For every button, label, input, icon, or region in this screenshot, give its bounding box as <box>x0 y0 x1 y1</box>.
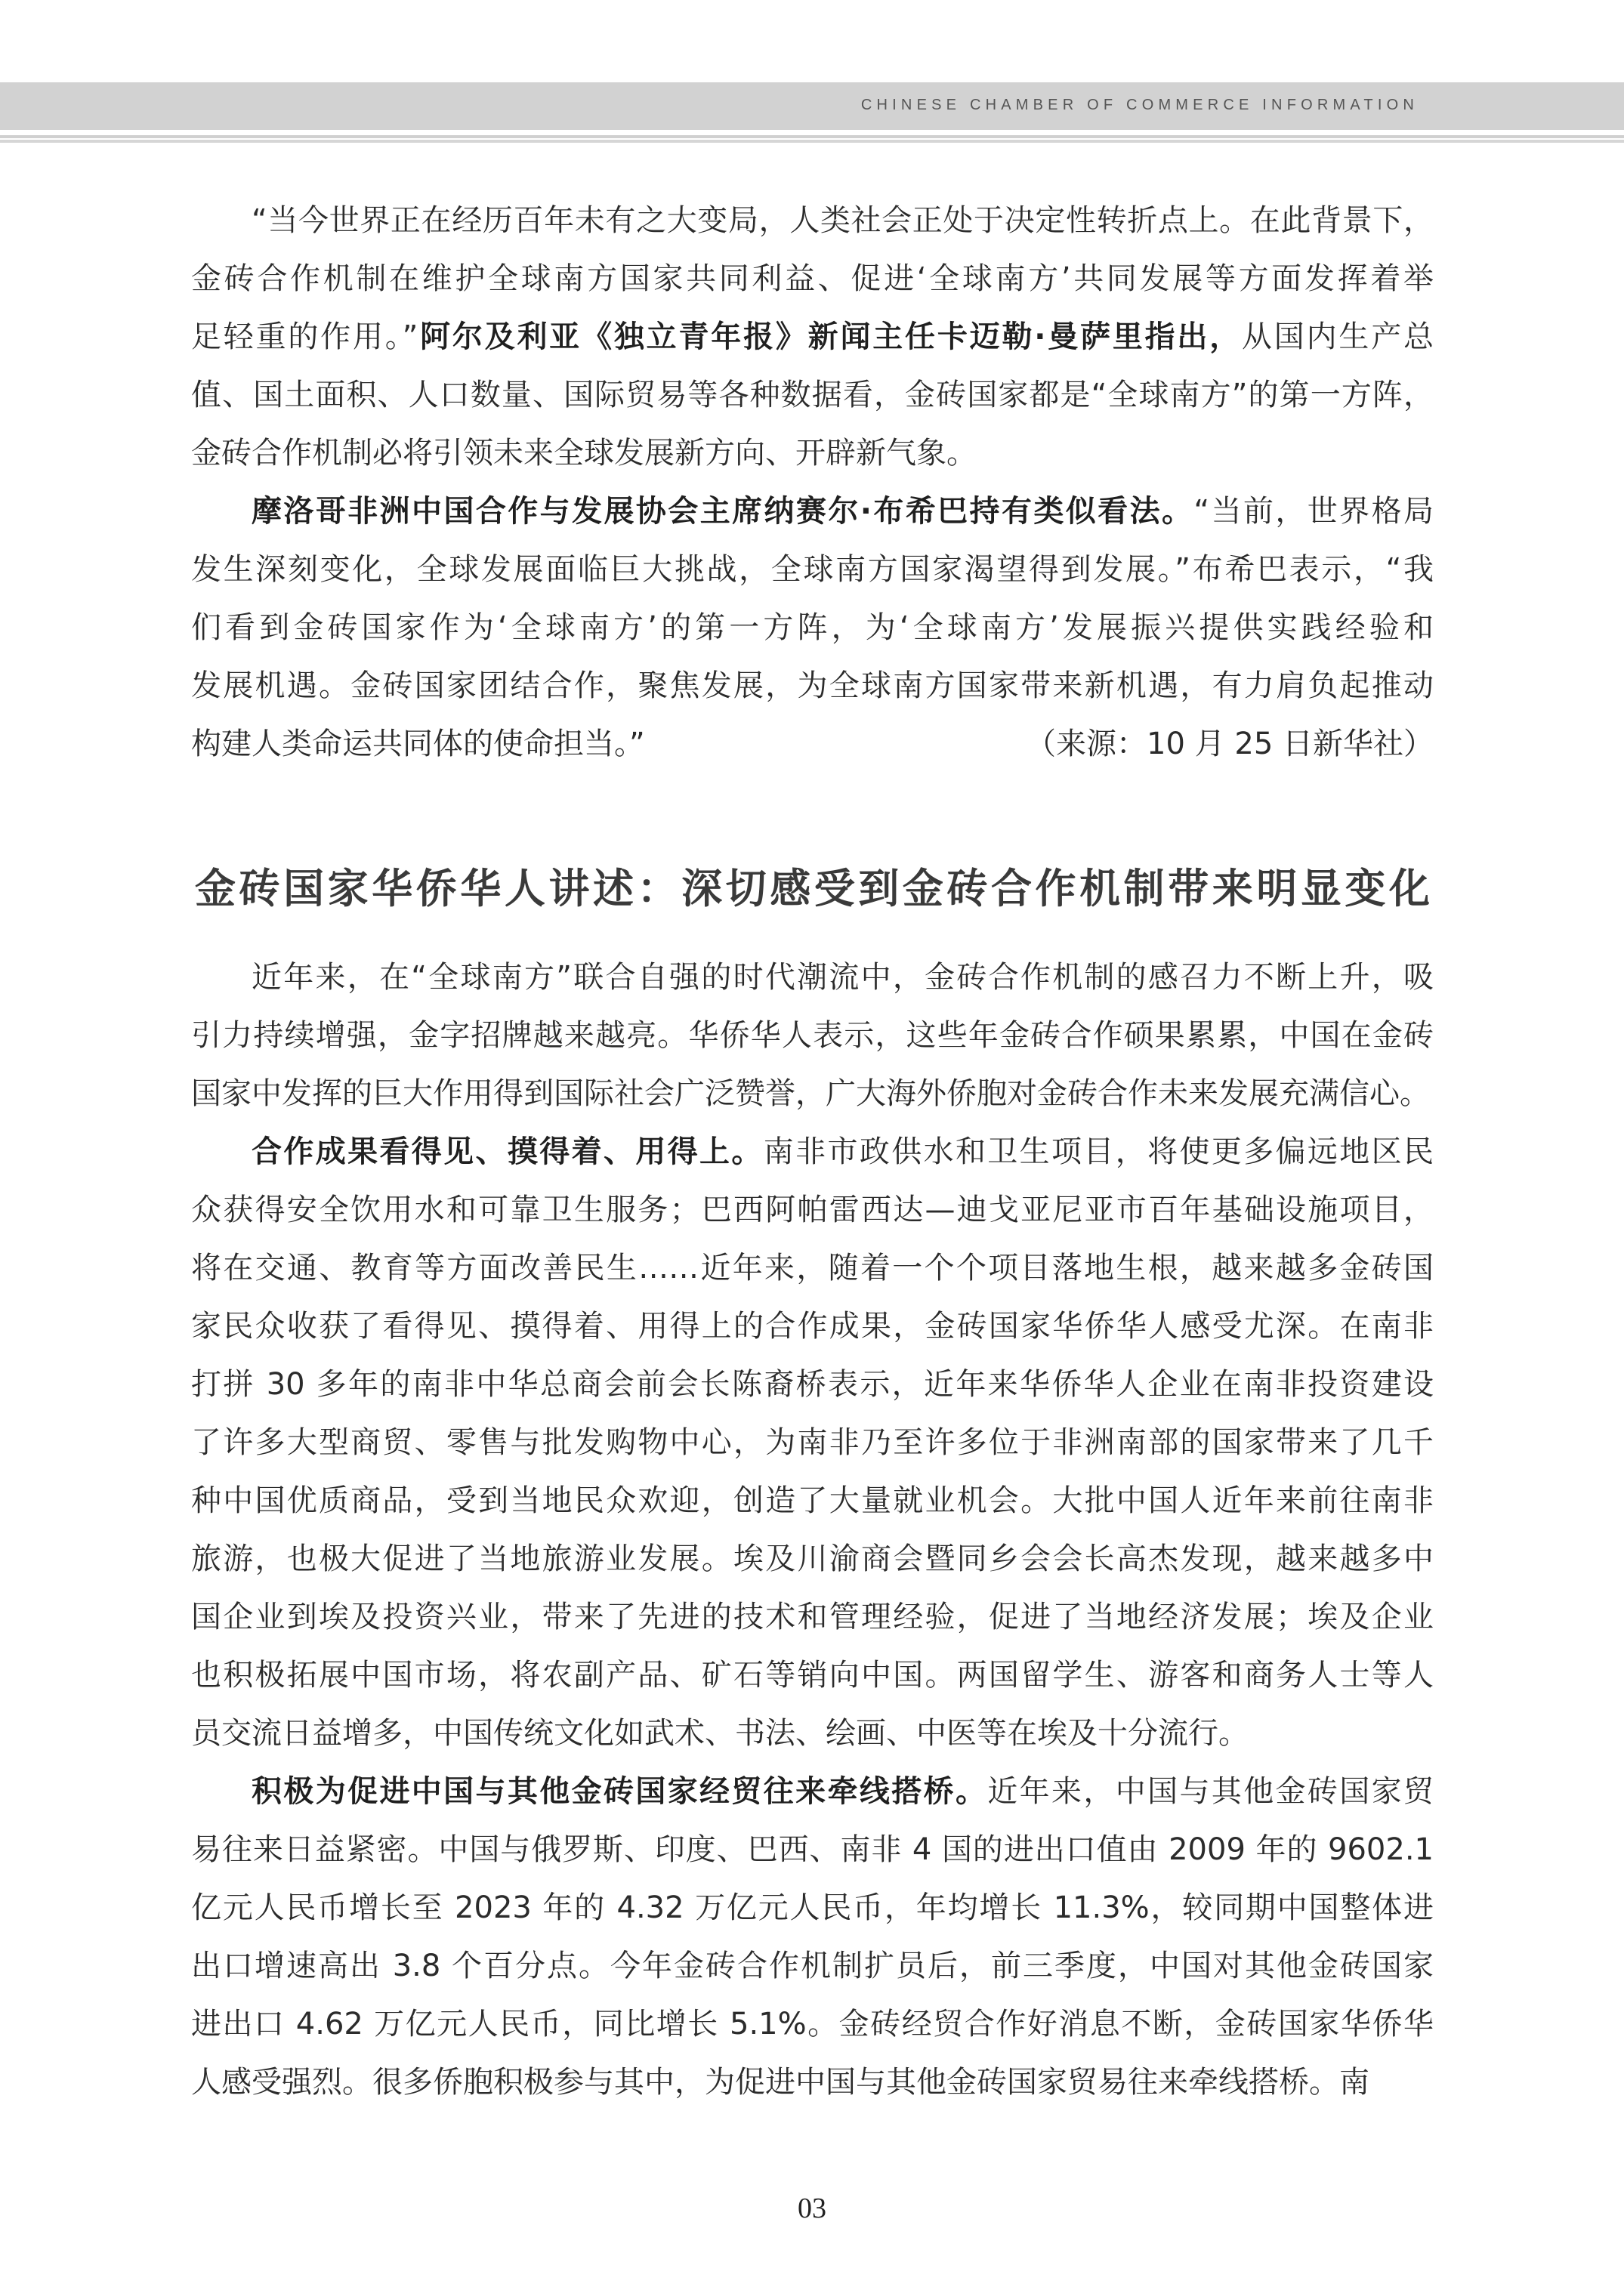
text-line <box>191 657 1434 715</box>
text-line <box>191 424 1434 483</box>
body-text: 们看到金砖国家作为‘全球南方’的第一方阵，为‘全球南方’发展振兴提供实践经验和 <box>191 610 1434 645</box>
text-line <box>191 1414 1434 1472</box>
header-rule <box>0 135 1624 138</box>
paragraph <box>191 192 1434 483</box>
text-line <box>191 1123 1434 1181</box>
paragraph <box>191 1763 1434 2112</box>
body-text: 员交流日益增多，中国传统文化如武术、书法、绘画、中医等在埃及十分流行。 <box>191 1716 1249 1751</box>
text-line-content <box>191 715 645 773</box>
text-line <box>191 1879 1434 1937</box>
text-line <box>191 366 1434 424</box>
paragraph <box>191 949 1434 1123</box>
text-line <box>191 715 1434 773</box>
paragraph <box>191 1123 1434 1763</box>
body-text: 南非市政供水和卫生项目，将使更多偏远地区民 <box>763 1134 1434 1169</box>
running-header-title: CHINESE CHAMBER OF COMMERCE INFORMATION <box>860 97 1419 113</box>
body-text: 近年来，在“全球南方”联合自强的时代潮流中，金砖合作机制的感召力不断上升，吸 <box>252 960 1434 995</box>
text-line <box>191 1588 1434 1646</box>
text-line <box>191 1007 1434 1065</box>
text-line <box>191 2054 1434 2112</box>
body-text: 国家中发挥的巨大作用得到国际社会广泛赞誉，广大海外侨胞对金砖合作未来发展充满信心。 <box>191 1076 1430 1111</box>
body-text: 金砖合作机制必将引领未来全球发展新方向、开辟新气象。 <box>191 436 977 471</box>
source-citation: （来源：10 月 25 日新华社） <box>1026 727 1434 761</box>
text-line <box>191 1937 1434 1995</box>
body-text: 近年来，中国与其他金砖国家贸 <box>987 1774 1434 1809</box>
text-line <box>191 949 1434 1007</box>
article-2-title: 金砖国家华侨华人讲述：深切感受到金砖合作机制带来明显变化 <box>195 865 1430 912</box>
body-text: 了许多大型商贸、零售与批发购物中心，为南非乃至许多位于非洲南部的国家带来了几千 <box>191 1425 1434 1460</box>
body-text: 足轻重的作用。” <box>191 319 418 354</box>
body-text: 从国内生产总 <box>1242 319 1434 354</box>
bold-lead-text: 积极为促进中国与其他金砖国家经贸往来牵线搭桥。 <box>252 1774 988 1809</box>
body-text: 引力持续增强，金字招牌越来越亮。华侨华人表示，这些年金砖合作硕果累累，中国在金砖 <box>191 1018 1434 1053</box>
body-text: “当今世界正在经历百年未有之大变局，人类社会正处于决定性转折点上。在此背景下， <box>252 203 1434 238</box>
body-text: 发展机遇。金砖国家团结合作，聚焦发展，为全球南方国家带来新机遇，有力肩负起推动 <box>191 668 1434 703</box>
text-line <box>191 192 1434 250</box>
body-text: 易往来日益紧密。中国与俄罗斯、印度、巴西、南非 4 国的进出口值由 2009 年的 9602.1 <box>191 1832 1434 1867</box>
paragraph <box>191 483 1434 773</box>
body-text: 将在交通、教育等方面改善民生……近年来，随着一个个项目落地生根，越来越多金砖国 <box>191 1251 1434 1285</box>
body-text: 亿元人民币增长至 2023 年的 4.32 万亿元人民币，年均增长 11.3%，较同期中国整体进 <box>191 1890 1434 1925</box>
text-line <box>191 599 1434 657</box>
body-text: 出口增速高出 3.8 个百分点。今年金砖合作机制扩员后，前三季度，中国对其他金砖国家 <box>191 1949 1434 1983</box>
body-text: 发生深刻变化，全球发展面临巨大挑战，全球南方国家渴望得到发展。”布希巴表示，“我 <box>191 552 1434 587</box>
text-line <box>191 1995 1434 2054</box>
body-text: 打拼 30 多年的南非中华总商会前会长陈裔桥表示，近年来华侨华人企业在南非投资建设 <box>191 1367 1434 1402</box>
body-text: 众获得安全饮用水和可靠卫生服务；巴西阿帕雷西达—迪戈亚尼亚市百年基础设施项目， <box>191 1193 1434 1227</box>
text-line <box>191 1821 1434 1879</box>
text-line <box>191 1472 1434 1530</box>
body-text: 旅游，也极大促进了当地旅游业发展。埃及川渝商会暨同乡会会长高杰发现，越来越多中 <box>191 1542 1434 1576</box>
bold-lead-text: 摩洛哥非洲中国合作与发展协会主席纳赛尔·布希巴持有类似看法。 <box>252 494 1194 529</box>
text-line <box>191 1763 1434 1821</box>
text-line <box>191 541 1434 599</box>
text-line <box>191 1065 1434 1123</box>
text-line <box>191 1530 1434 1588</box>
body-text: 也积极拓展中国市场，将农副产品、矿石等销向中国。两国留学生、游客和商务人士等人 <box>191 1658 1434 1693</box>
text-line <box>191 1181 1434 1239</box>
bold-lead-text: 阿尔及利亚《独立青年报》新闻主任卡迈勒·曼萨里指出， <box>418 319 1243 354</box>
article-1-body <box>191 192 1434 773</box>
text-line <box>191 308 1434 366</box>
text-line <box>191 483 1434 541</box>
page-number: 03 <box>798 2193 826 2224</box>
text-line <box>191 1239 1434 1298</box>
bold-lead-text: 合作成果看得见、摸得着、用得上。 <box>252 1134 764 1169</box>
body-text: 值、国土面积、人口数量、国际贸易等各种数据看，金砖国家都是“全球南方”的第一方阵， <box>191 378 1434 412</box>
text-line <box>191 1646 1434 1705</box>
body-text: 构建人类命运共同体的使命担当。” <box>191 727 645 761</box>
text-line <box>191 1705 1434 1763</box>
body-text: 国企业到埃及投资兴业，带来了先进的技术和管理经验，促进了当地经济发展；埃及企业 <box>191 1600 1434 1634</box>
body-text: 种中国优质商品，受到当地民众欢迎，创造了大量就业机会。大批中国人近年来前往南非 <box>191 1483 1434 1518</box>
text-line <box>191 250 1434 308</box>
body-text: 进出口 4.62 万亿元人民币，同比增长 5.1%。金砖经贸合作好消息不断，金砖国家华侨华 <box>191 2007 1434 2041</box>
body-text: 人感受强烈。很多侨胞积极参与其中，为促进中国与其他金砖国家贸易往来牵线搭桥。南 <box>191 2065 1369 2100</box>
text-line <box>191 1356 1434 1414</box>
text-line <box>191 1298 1434 1356</box>
body-text: “当前，世界格局 <box>1193 494 1434 529</box>
article-2-body <box>191 949 1434 2112</box>
body-text: 金砖合作机制在维护全球南方国家共同利益、促进‘全球南方’共同发展等方面发挥着举 <box>191 261 1434 296</box>
body-text: 家民众收获了看得见、摸得着、用得上的合作成果，金砖国家华侨华人感受尤深。在南非 <box>191 1309 1434 1344</box>
header-rule <box>0 140 1624 143</box>
